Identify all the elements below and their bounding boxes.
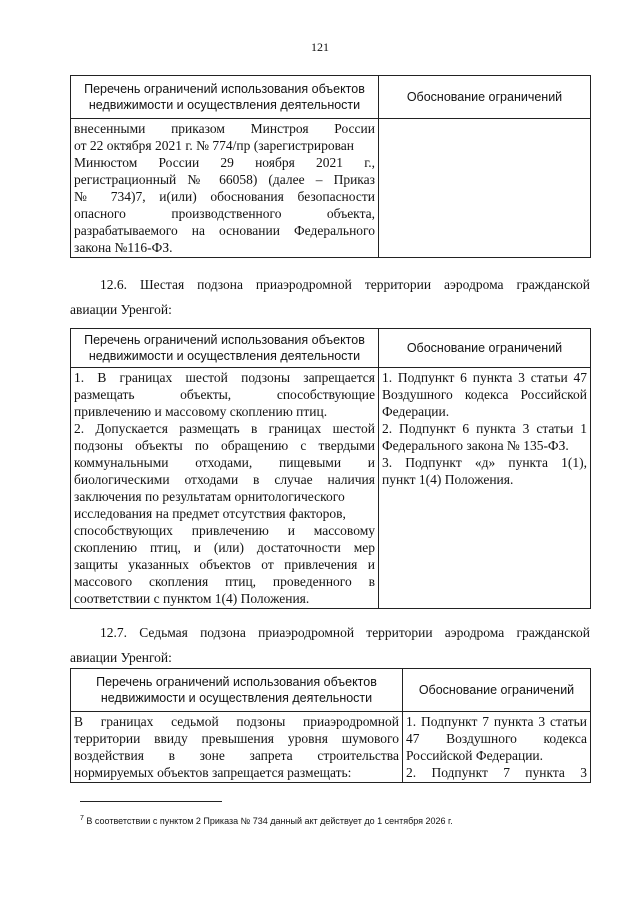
table-header-row: [71, 329, 591, 368]
restrictions-cell: В границах седьмой подзоны приаэродромной территории ввиду превышения уровня шумового воздействия в зоне запрета строительства нормируемых объектов запрещается размещать:: [71, 712, 403, 783]
table-row: [71, 368, 591, 609]
header-justification: Обоснование ограничений: [403, 669, 591, 712]
restrictions-table-subzone-6: [70, 328, 591, 609]
section-heading-12-6: 12.6. Шестая подзона приаэродромной территории аэродрома гражданской авиации Уренгой:: [70, 277, 590, 317]
justification-cell: [379, 119, 591, 258]
justification-cell: 1. Подпункт 7 пункта 3 статьи 47 Воздушного кодекса Российской Федерации. 2. Подпункт 7 пункта 3: [403, 712, 591, 783]
header-restrictions: Перечень ограничений использования объектов недвижимости и осуществления деятельности: [71, 76, 379, 119]
restrictions-cell: внесенными приказом Минстроя России от 22 октября 2021 г. № 774/пр (зарегистрирован Минюстом России 29 ноября 2021 г., регистрационный № 66058) (далее – Приказ № 734)7, и(или) обоснования безопасности опасного производственного объекта, разрабатываемого на основании Федерального закона №116-ФЗ.: [71, 119, 379, 258]
restrictions-table-subzone-7: [70, 668, 591, 783]
table-row: [71, 119, 591, 258]
footnote-separator: [80, 801, 222, 802]
table-header-row: [71, 669, 591, 712]
page-number: 121: [311, 40, 329, 54]
section-heading-12-7: 12.7. Седьмая подзона приаэродромной территории аэродрома гражданской авиации Уренгой:: [70, 625, 590, 665]
restrictions-table-continued: [70, 75, 591, 258]
header-restrictions: Перечень ограничений использования объектов недвижимости и осуществления деятельности: [71, 669, 403, 712]
header-justification: Обоснование ограничений: [379, 76, 591, 119]
footnote-marker: 7: [80, 815, 84, 822]
header-restrictions: Перечень ограничений использования объектов недвижимости и осуществления деятельности: [71, 329, 379, 368]
table-header-row: [71, 76, 591, 119]
footnote: [80, 815, 600, 826]
footnote-text: В соответствии с пунктом 2 Приказа № 734 данный акт действует до 1 сентября 2026 г.: [86, 816, 453, 826]
restrictions-cell: 1. В границах шестой подзоны запрещается размещать объекты, способствующие привлечению и массовому скоплению птиц. 2. Допускается размещать в границах шестой подзоны объекты по обращению с твердыми коммунальными отходами, пищевыми и биологическими отходами в случае наличия заключения по результатам орнитологического исследования на предмет отсутствия факторов, способствующих привлечению и массовому скоплению птиц, и (или) достаточности мер защиты указанных объектов от привлечения и массового скопления птиц, проведенного в соответствии с пунктом 1(4) Положения.: [71, 368, 379, 609]
justification-cell: 1. Подпункт 6 пункта 3 статьи 47 Воздушного кодекса Российской Федерации. 2. Подпункт 6 пункта 3 статьи 1 Федерального закона № 135-ФЗ. 3. Подпункт «д» пункта 1(1), пункт 1(4) Положения.: [379, 368, 591, 609]
table-row: [71, 712, 591, 783]
header-justification: Обоснование ограничений: [379, 329, 591, 368]
